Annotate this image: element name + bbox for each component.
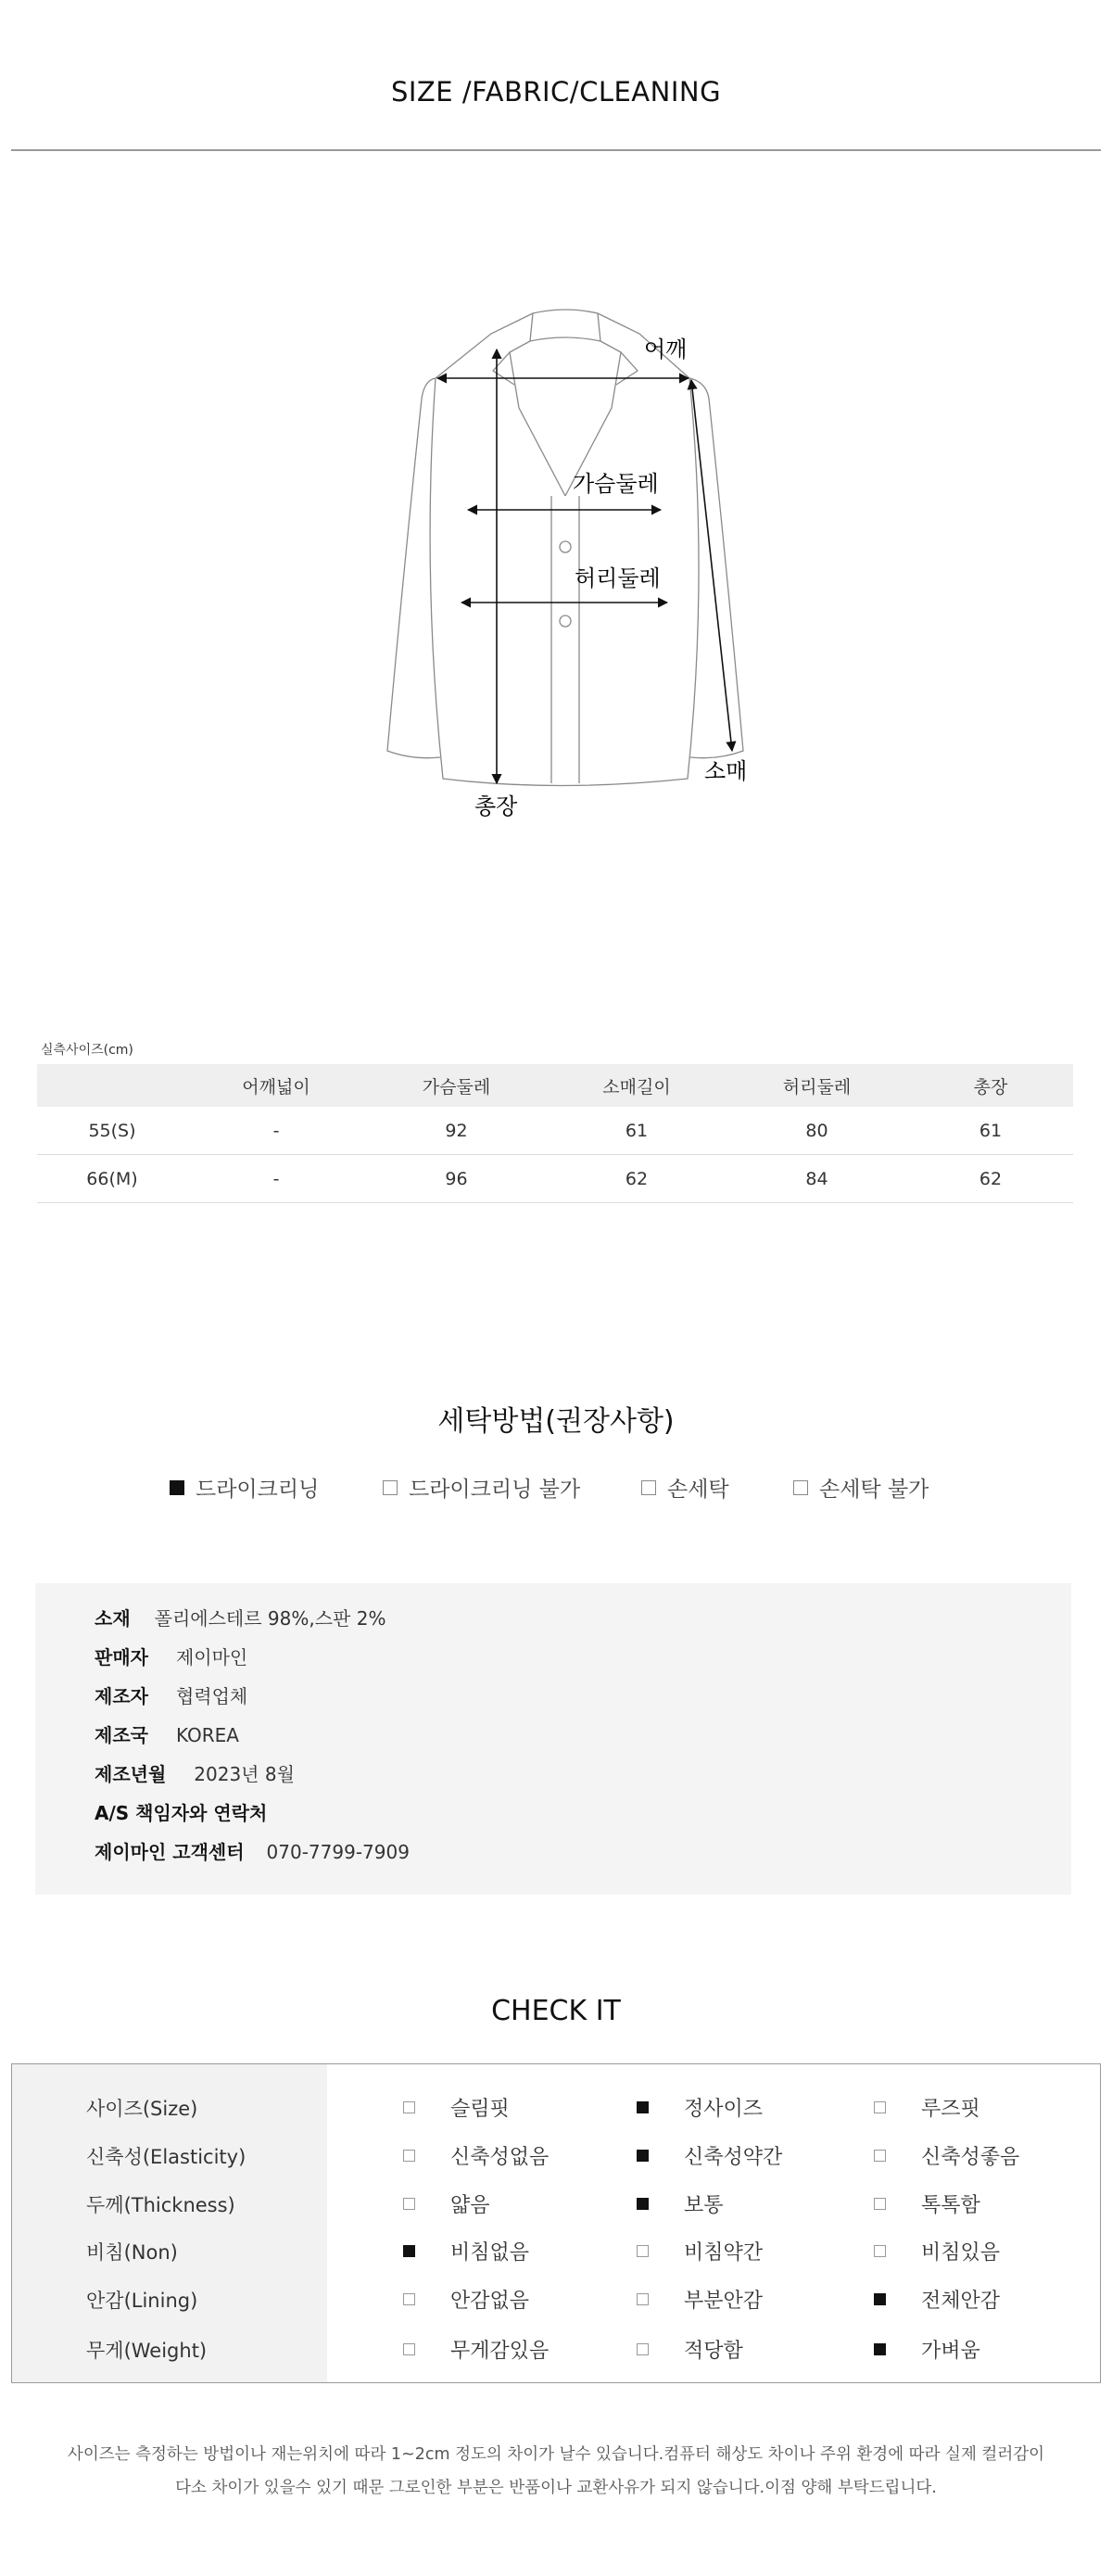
option-label: 부분안감 <box>684 2290 764 2313</box>
empty-box-icon <box>383 1480 398 1495</box>
info-value: 070-7799-7909 <box>266 1841 410 1863</box>
check-option <box>637 2237 763 2265</box>
info-value: 협력업체 <box>175 1685 248 1707</box>
table-cell: 92 <box>365 1107 548 1155</box>
option-label: 가벼움 <box>921 2340 980 2363</box>
check-option <box>874 2237 1000 2265</box>
check-option <box>874 2189 980 2218</box>
info-key: 제이마인 고객센터 <box>95 1841 245 1863</box>
check-option <box>874 2335 980 2364</box>
check-option <box>637 2189 724 2218</box>
info-value: 2023년 8월 <box>194 1763 295 1785</box>
info-key: 제조자 <box>95 1685 148 1707</box>
info-key: 판매자 <box>95 1646 148 1669</box>
info-value: KOREA <box>175 1724 239 1746</box>
notice-line: 다소 차이가 있을수 있기 때문 그로인한 부분은 반품이나 교환사유가 되지 않습니다.이점 양해 부탁드립니다. <box>175 2479 937 2497</box>
check-title: CHECK IT <box>491 1995 621 2027</box>
wash-option-label: 드라이크리닝 불가 <box>409 1478 581 1502</box>
size-table-caption: 실측사이즈(cm) <box>41 1043 133 1058</box>
check-option <box>637 2141 782 2170</box>
check-row-label: 사이즈(Size) <box>86 2098 198 2120</box>
option-label: 적당함 <box>684 2340 743 2363</box>
table-cell: 61 <box>908 1107 1073 1155</box>
option-label: 톡톡함 <box>921 2194 980 2217</box>
info-row <box>95 1837 410 1864</box>
option-label: 신축성없음 <box>450 2146 550 2169</box>
checked-box-icon <box>403 2245 415 2257</box>
washing-options <box>0 1472 1112 1500</box>
product-info-box <box>35 1583 1071 1895</box>
wash-option <box>641 1472 729 1503</box>
empty-box-icon <box>637 2343 649 2355</box>
option-label: 비침있음 <box>921 2241 1001 2265</box>
option-label: 슬림핏 <box>450 2098 510 2121</box>
info-key: 제조국 <box>95 1724 148 1746</box>
wash-option-label: 드라이크리닝 <box>196 1478 320 1502</box>
header-cell <box>37 1064 187 1107</box>
info-row <box>95 1681 247 1708</box>
check-option <box>403 2335 549 2364</box>
table-cell: 62 <box>908 1155 1073 1203</box>
check-option <box>637 2093 763 2122</box>
size-notice <box>0 2438 1112 2505</box>
checked-box-icon <box>637 2101 649 2113</box>
header-cell: 총장 <box>908 1064 1073 1107</box>
info-row <box>95 1798 267 1825</box>
table-row <box>37 1107 1073 1155</box>
notice-line: 사이즈는 측정하는 방법이나 재는위치에 따라 1~2cm 정도의 차이가 날수 있습니다.컴퓨터 해상도 차이나 주위 환경에 따라 실제 컬러감이 <box>67 2445 1045 2464</box>
wash-option <box>383 1472 580 1503</box>
checked-box-icon <box>874 2293 886 2305</box>
table-row <box>37 1155 1073 1203</box>
empty-box-icon <box>874 2198 886 2210</box>
option-label: 신축성좋음 <box>921 2146 1020 2169</box>
info-key: A/S 책임자와 연락처 <box>95 1802 268 1824</box>
empty-box-icon <box>403 2101 415 2113</box>
chest-label: 가슴둘레 <box>573 471 659 497</box>
info-row <box>95 1604 385 1631</box>
option-label: 보통 <box>684 2194 724 2217</box>
checked-box-icon <box>874 2343 886 2355</box>
info-row <box>95 1759 295 1786</box>
size-table <box>37 1064 1073 1203</box>
table-cell: 55(S) <box>37 1107 187 1155</box>
check-row-label: 비침(Non) <box>86 2241 178 2264</box>
empty-box-icon <box>637 2293 649 2305</box>
info-value: 제이마인 <box>175 1646 248 1669</box>
info-row <box>95 1720 239 1747</box>
option-label: 비침없음 <box>450 2241 530 2265</box>
info-key: 제조년월 <box>95 1763 167 1785</box>
check-option <box>403 2189 490 2218</box>
table-cell: - <box>187 1155 365 1203</box>
check-option <box>637 2285 763 2314</box>
wash-option <box>170 1472 319 1503</box>
check-row-label: 안감(Lining) <box>86 2290 198 2312</box>
empty-box-icon <box>637 2245 649 2257</box>
length-label: 총장 <box>474 793 518 819</box>
wash-option <box>793 1472 929 1503</box>
checked-box-icon <box>637 2198 649 2210</box>
empty-box-icon <box>874 2150 886 2162</box>
wash-option-label: 손세탁 <box>667 1478 729 1502</box>
table-cell: 80 <box>726 1107 908 1155</box>
header-cell: 어깨넓이 <box>187 1064 365 1107</box>
empty-box-icon <box>403 2343 415 2355</box>
check-table <box>11 2063 1101 2383</box>
check-option <box>403 2237 529 2265</box>
table-cell: 62 <box>548 1155 726 1203</box>
wash-option-label: 손세탁 불가 <box>819 1478 929 1502</box>
check-option <box>874 2093 980 2122</box>
option-label: 신축성약간 <box>684 2146 783 2169</box>
table-cell: - <box>187 1107 365 1155</box>
waist-label: 허리둘레 <box>575 565 661 591</box>
jacket-measurement-diagram <box>371 297 760 825</box>
check-option <box>874 2141 1019 2170</box>
option-label: 무게감있음 <box>450 2340 550 2363</box>
check-row-label: 무게(Weight) <box>86 2340 208 2362</box>
check-option <box>403 2285 529 2314</box>
info-row <box>95 1643 247 1669</box>
checked-box-icon <box>637 2150 649 2162</box>
check-row-label: 신축성(Elasticity) <box>86 2146 246 2168</box>
empty-box-icon <box>874 2245 886 2257</box>
empty-box-icon <box>403 2293 415 2305</box>
header-cell: 허리둘레 <box>726 1064 908 1107</box>
check-option <box>637 2335 743 2364</box>
jacket-outline <box>387 310 743 786</box>
check-row-label: 두께(Thickness) <box>86 2194 235 2216</box>
option-label: 비침약간 <box>684 2241 764 2265</box>
sleeve-label: 소매 <box>704 758 748 784</box>
shoulder-label: 어깨 <box>644 336 688 362</box>
washing-title: 세탁방법(권장사항) <box>437 1405 675 1438</box>
option-label: 안감없음 <box>450 2290 530 2313</box>
table-cell: 61 <box>548 1107 726 1155</box>
check-option <box>403 2141 549 2170</box>
option-label: 전체안감 <box>921 2290 1001 2313</box>
info-key: 소재 <box>95 1607 131 1630</box>
empty-box-icon <box>641 1480 656 1495</box>
header-cell: 소매길이 <box>548 1064 726 1107</box>
info-value: 폴리에스테르 98%,스판 2% <box>154 1607 386 1630</box>
empty-box-icon <box>874 2101 886 2113</box>
option-label: 정사이즈 <box>684 2098 764 2121</box>
empty-box-icon <box>403 2150 415 2162</box>
empty-box-icon <box>403 2198 415 2210</box>
size-table-header <box>37 1064 1073 1107</box>
empty-box-icon <box>793 1480 808 1495</box>
table-cell: 96 <box>365 1155 548 1203</box>
page-title: SIZE /FABRIC/CLEANING <box>390 76 722 108</box>
table-cell: 66(M) <box>37 1155 187 1203</box>
header-cell: 가슴둘레 <box>365 1064 548 1107</box>
checked-box-icon <box>170 1480 184 1495</box>
table-cell: 84 <box>726 1155 908 1203</box>
option-label: 루즈핏 <box>921 2098 980 2121</box>
option-label: 얇음 <box>450 2194 490 2217</box>
check-option <box>403 2093 510 2122</box>
check-option <box>874 2285 1000 2314</box>
title-divider <box>11 149 1101 151</box>
